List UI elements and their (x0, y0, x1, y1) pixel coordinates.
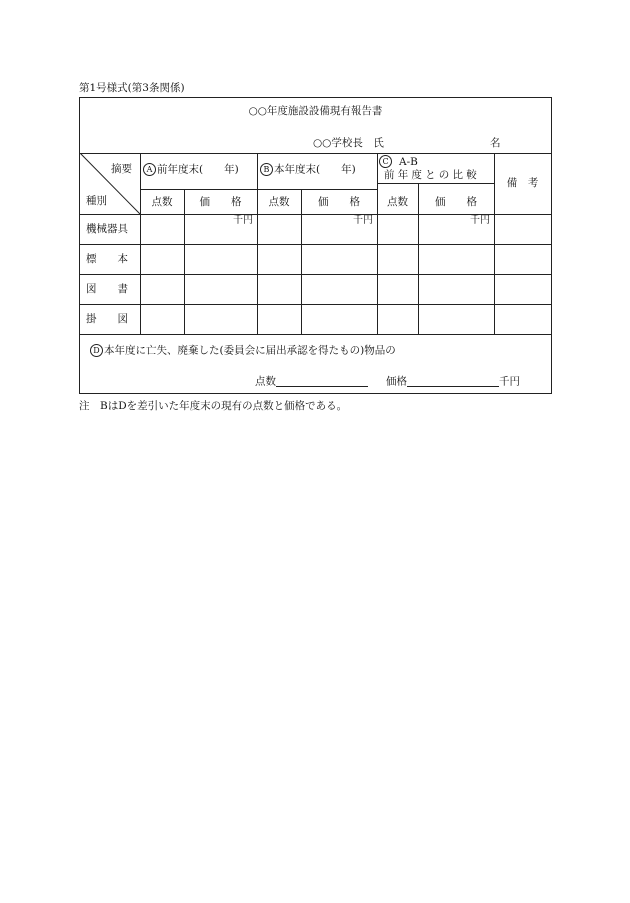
col-b-label: 本年度末( 年) (274, 163, 356, 176)
disposal-count-field[interactable] (276, 375, 368, 387)
col-c-formula: A-B (399, 155, 418, 168)
circle-d-mark: D (90, 344, 103, 357)
disposal-price-field[interactable] (407, 375, 499, 387)
col-div-2 (184, 189, 185, 334)
rule-header-top (80, 153, 551, 154)
count-header-b: 点数 (268, 196, 290, 208)
type-label: 種別 (86, 195, 107, 207)
col-a-header (143, 163, 239, 176)
disposal-count (255, 375, 368, 387)
summary-label: 摘要 (111, 163, 132, 175)
disposal-price-unit: 千円 (499, 375, 520, 388)
col-b-header (260, 163, 356, 176)
col-div-5 (377, 153, 378, 334)
rule-row-2 (80, 244, 551, 245)
name-suffix: 名 (490, 137, 501, 149)
col-c-header (379, 155, 418, 168)
price-header-a: 価 格 (199, 196, 242, 208)
form-title: ○○年度施設設備現有報告書 (248, 105, 383, 117)
count-header-c: 点数 (387, 196, 408, 208)
rule-subheader (140, 189, 377, 190)
rule-row-3 (80, 274, 551, 275)
row-label-books: 図 書 (86, 283, 128, 295)
col-div-3 (257, 153, 258, 334)
circle-b-mark: B (260, 163, 273, 176)
disposal-price (386, 375, 520, 387)
rule-row-4 (80, 304, 551, 305)
row-label-machinery: 機械器具 (86, 223, 128, 235)
price-header-c: 価 格 (435, 196, 477, 208)
footnote: 注 BはDを差引いた年度末の現有の点数と価格である。 (79, 400, 348, 412)
report-form (79, 97, 552, 394)
disposal-count-label: 点数 (255, 375, 276, 388)
col-div-4 (301, 189, 302, 334)
row-label-wall-charts: 掛 図 (86, 313, 128, 325)
unit-label-c: 千円 (470, 215, 490, 226)
principal-label: ○○学校長 氏 (313, 137, 384, 149)
form-label: 第1号様式(第3条関係) (79, 82, 185, 94)
disposal-text (90, 344, 396, 357)
row-label-specimens: 標 本 (86, 253, 128, 265)
unit-label-a: 千円 (233, 215, 253, 226)
circle-c-mark: C (379, 155, 392, 168)
rule-compare-sub (377, 183, 494, 184)
price-header-b: 価 格 (318, 196, 360, 208)
rule-row-5 (80, 334, 551, 335)
unit-label-b: 千円 (353, 215, 373, 226)
count-header-a: 点数 (151, 196, 173, 208)
remarks-header: 備 考 (506, 177, 539, 189)
col-c-label: 前年度との比較 (384, 169, 480, 181)
disposal-price-label: 価格 (386, 375, 407, 388)
circle-a-mark: A (143, 163, 156, 176)
disposal-description: 本年度に亡失、廃棄した(委員会に届出承認を得たもの)物品の (104, 344, 396, 357)
col-a-label: 前年度末( 年) (157, 163, 239, 176)
